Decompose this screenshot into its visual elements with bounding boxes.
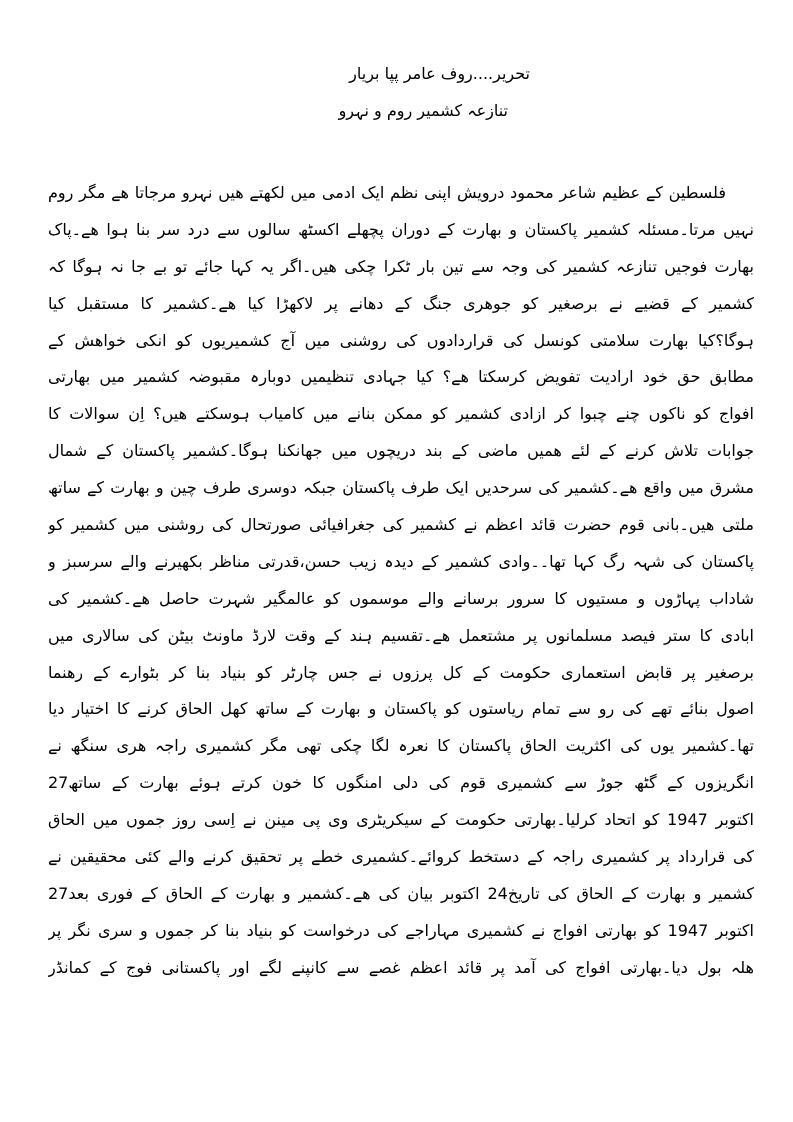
body-line: مشرق میں واقع ھے۔کشمیر کی سرحدیں ایک طرف پاکستان جبکہ دوسری طرف چین و بھارت کے ساتھ — [48, 478, 754, 498]
body-line: جوابات تلاش کرنے کے لئے ھمیں ماضی کے بند دریچوں میں جھانکنا ہوگا۔کشمیر پاکستان کے شمال — [48, 441, 754, 461]
author-byline: تحریر....روف عامر پپا بریار — [349, 64, 530, 83]
body-line: کشمیر کے قضیے نے برصغیر کو جوھری جنگ کے دھانے پر لاکھڑا کیا ھے۔کشمیر کا مستقبل کیا — [48, 293, 754, 313]
body-line: مطابق حق خود ارادیت تفویض کرسکتا ھے؟ کیا جہادی تنظیمیں دوبارہ مقبوضہ کشمیر میں بھارتی — [48, 367, 754, 387]
body-line: کی قرارداد پر کشمیری راجہ کے دستخط کروائے۔کشمیری خطے پر تحقیق کرنے والے کئی محقیقین نے — [48, 847, 754, 867]
body-line: نہیں مرتا۔مسئلہ کشمیر پاکستان و بھارت کے دوران پچھلے اکسٹھ سالوں سے درد سر بنا ہوا ھے۔پاک — [48, 219, 754, 239]
body-line: اصول بنائے تھے کی رو سے تمام ریاستوں کو پاکستان و بھارت کے ساتھ کھل الحاق کرنے کا اختیار دیا — [48, 699, 754, 719]
body-line: پاکستان کی شہہ رگ کہا تھا۔۔وادی کشمیر کے دیدہ زیب حسن،قدرتی مناظر بکھیرنے والے سرسبز و — [48, 551, 754, 571]
body-line: شاداب پہاڑوں و مستیوں کا سرور برسانے والے موسموں کو عالمگیر شہرت حاصل ھے۔کشمیر کی — [48, 588, 754, 608]
article-body — [48, 175, 754, 987]
body-line: تھا۔کشمیر یوں کی اکثریت الحاق پاکستان کا نعرہ لگا چکی تھی مگر کشمیری راجہ ھری سنگھ نے — [48, 736, 754, 756]
body-line: ملتی ھیں۔بانی قوم حضرت قائد اعظم نے کشمیر کی جغرافیائی صورتحال کی روشنی میں کشمیر کو — [48, 515, 754, 535]
article-title: تنازعہ کشمیر روم و نہرو — [338, 101, 508, 120]
body-line: ابادی کا ستر فیصد مسلمانوں پر مشتعمل ھے۔تقسیم ہند کے وقت لارڈ ماونٹ بیٹن کی سالاری میں — [48, 625, 754, 645]
body-line: برصغیر پر قابض استعماری حکومت کے کل پرزوں نے جس چارٹر کو بنیاد بنا کر بٹوارے کے رھنما — [48, 662, 754, 682]
body-line: کشمیر و بھارت کے الحاق کی تاریخ24 اکتوبر بیان کی ھے۔کشمیر و بھارت کے الحاق کے فوری بعد27 — [48, 883, 754, 903]
body-line: اکتوبر 1947 کو اتحاد کرلیا۔بھارتی حکومت کے سیکریٹری وی پی مینن نے اِسی روز جموں میں الحاق — [48, 810, 754, 830]
body-line: اکتوبر 1947 کو بھارتی افواج نے کشمیری مہاراجے کی درخواست کو بنیاد بنا کر جموں و سری نگر پر — [48, 920, 754, 940]
body-line: ھلہ بول دیا۔بھارتی افواج کی آمد پر قائد اعظم غصے سے کانپنے لگے اور پاکستانی فوج کے کمانڈر — [48, 957, 754, 977]
body-line: ہوگا؟کیا بھارت سلامتی کونسل کی قراردادوں کی روشنی میں آج کشمیریوں کو انکی خواھش کے — [48, 330, 754, 350]
body-line: انگریزوں کے گٹھ جوڑ سے کشمیری قوم کی دلی امنگوں کا خون کرتے ہوئے بھارت کے ساتھ27 — [48, 773, 754, 793]
body-line: بھارت فوجیں تنازعہ کشمیر کی وجہ سے تین بار ٹکرا چکی ھیں۔اگر یہ کہا جائے تو بے جا نہ ہوگا کہ — [48, 256, 754, 276]
body-line: فلسطین کے عظیم شاعر محمود درویش اپنی نظم ایک ادمی میں لکھتے ھیں نہرو مرجاتا ھے مگر روم — [48, 183, 726, 202]
body-line: افواج کو ناکوں چنے چبوا کر ازادی کشمیر کو ممکن بنانے میں کامیاب ہوسکتے ھیں؟ اِن سوالات کا — [48, 404, 754, 424]
